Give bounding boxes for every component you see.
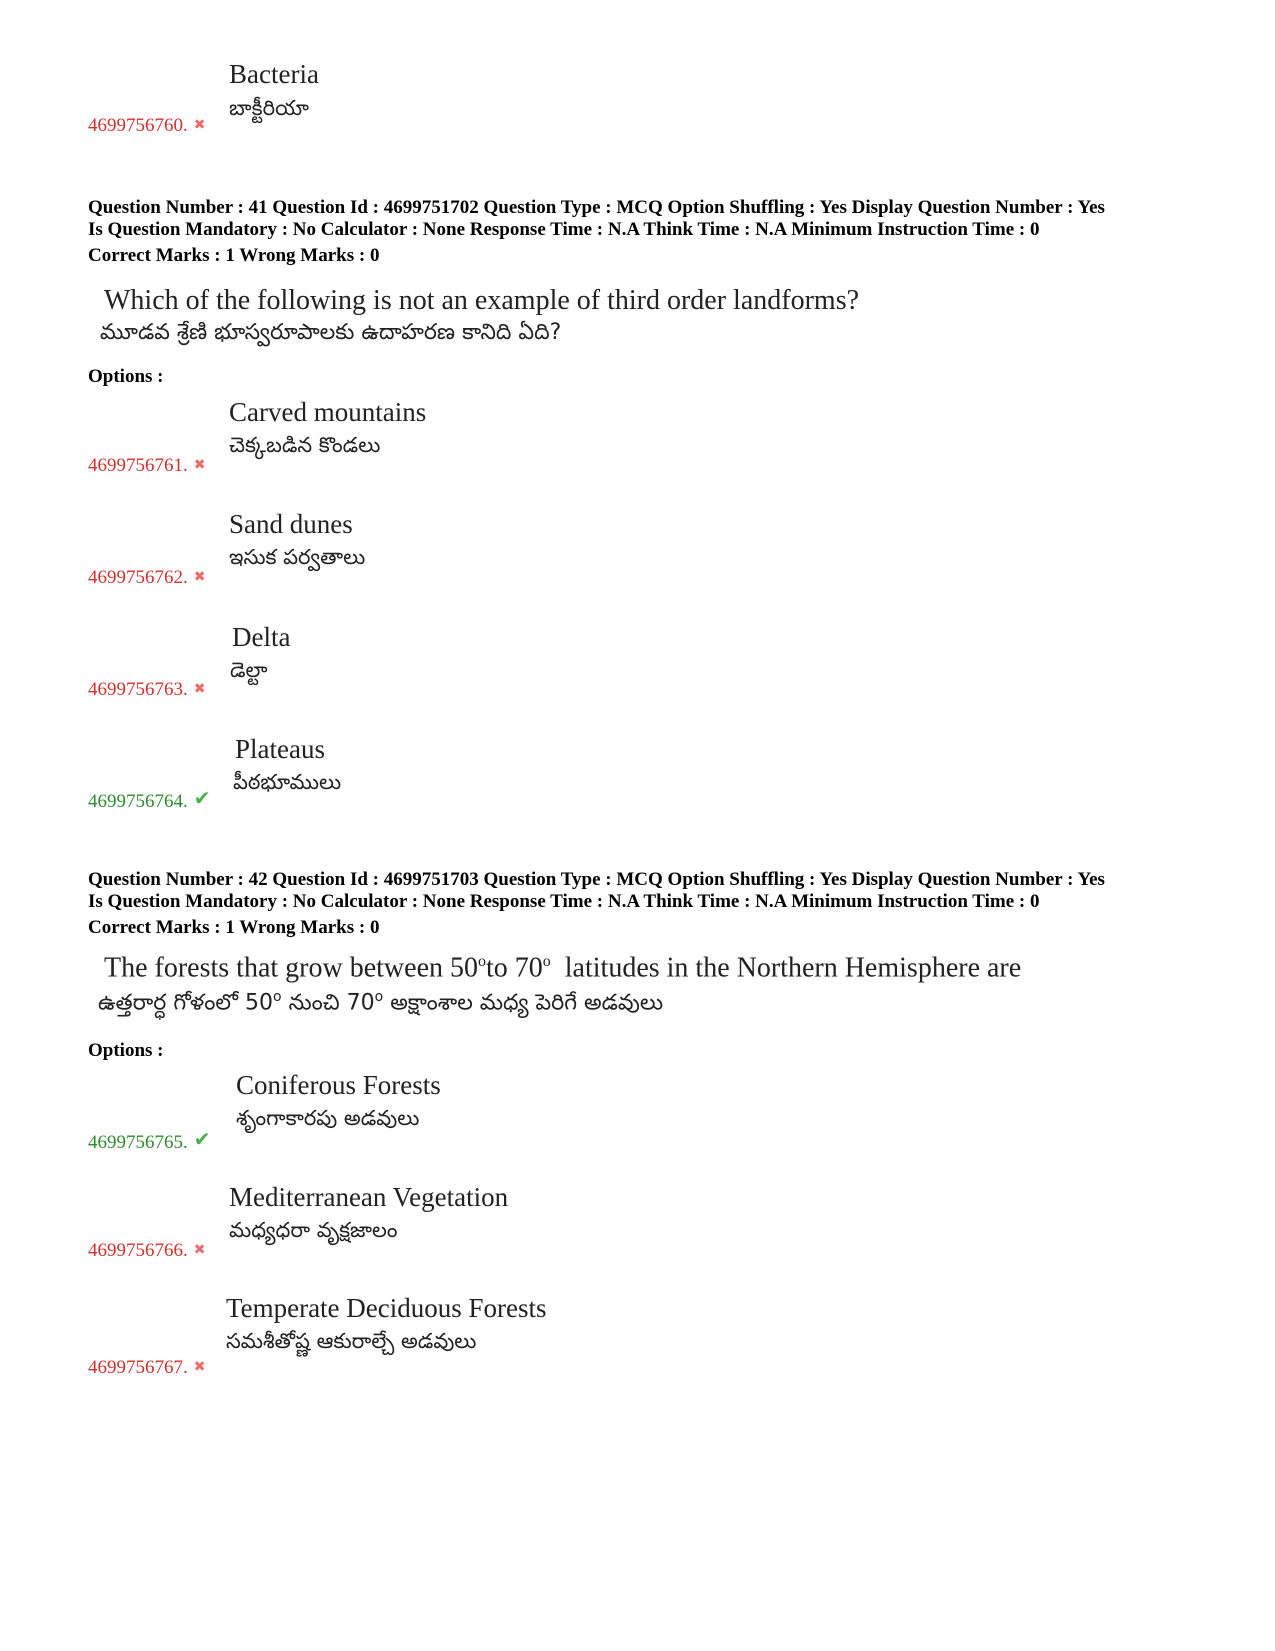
option-text-en: Coniferous Forests (236, 1070, 441, 1100)
cross-icon: ✖ (193, 569, 206, 585)
degree-symbol: o (478, 953, 486, 970)
option-text-en: Temperate Deciduous Forests (226, 1293, 547, 1323)
option-id (88, 1241, 205, 1260)
degree-symbol: o (542, 953, 551, 970)
question-text-part: to 70 (486, 952, 543, 984)
option-id (88, 568, 205, 587)
question-text-part: The forests that grow between 50 (104, 952, 478, 984)
question-marks: Correct Marks : 1 Wrong Marks : 0 (88, 245, 380, 266)
option-text-te: డెల్టా (230, 658, 268, 682)
check-icon: ✔ (193, 1127, 211, 1151)
option-id-text: 4699756767. (88, 1357, 188, 1378)
option-text-en: Delta (232, 622, 291, 652)
question-meta-line: Is Question Mandatory : No Calculator : None Response Time : N.A Think Time : N.A Minimum Instruction Time : 0 (88, 891, 1040, 912)
question-text-part: ఉత్తరార్ధ గోళంలో 50 (98, 990, 273, 1016)
check-icon: ✔ (193, 786, 211, 810)
option-text-en: Bacteria (229, 59, 319, 89)
option-id (88, 116, 205, 135)
option-id (88, 788, 211, 811)
cross-icon: ✖ (193, 117, 206, 133)
options-label: Options : (88, 366, 164, 387)
question-text-en (104, 954, 1021, 982)
option-text-te: సమశీతోష్ణ ఆకురాల్చే అడవులు (226, 1329, 477, 1353)
question-meta-line: Question Number : 41 Question Id : 4699751702 Question Type : MCQ Option Shuffling : Yes Display Question Number : Yes (88, 197, 1105, 218)
option-text-te: చెక్కబడిన కొండలు (229, 433, 381, 457)
option-text-te: పీఠభూములు (233, 770, 342, 794)
option-id-text: 4699756760. (88, 115, 188, 136)
option-id-text: 4699756763. (88, 679, 188, 700)
option-id (88, 456, 205, 475)
option-text-en: Sand dunes (229, 509, 353, 539)
option-text-te: బాక్టీరియా (229, 96, 309, 120)
cross-icon: ✖ (193, 1242, 206, 1258)
option-text-en: Mediterranean Vegetation (229, 1182, 509, 1212)
option-text-te: శృంగాకారపు అడవులు (236, 1106, 420, 1130)
question-text-en: Which of the following is not an example of third order landforms? (104, 285, 860, 316)
question-text-te: మూడవ శ్రేణి భూస్వరూపాలకు ఉదాహరణ కానిది ఏది? (100, 320, 562, 345)
question-text-part: నుంచి 70 (288, 990, 375, 1016)
question-meta (88, 197, 1105, 241)
question-meta-line: Question Number : 42 Question Id : 4699751703 Question Type : MCQ Option Shuffling : Yes Display Question Number : Yes (88, 869, 1105, 890)
cross-icon: ✖ (193, 681, 206, 697)
degree-symbol: o (374, 989, 384, 1005)
option-id (88, 1358, 205, 1377)
cross-icon: ✖ (193, 1359, 206, 1375)
option-id-text: 4699756764. (88, 791, 188, 812)
question-meta (88, 869, 1105, 913)
option-id-text: 4699756761. (88, 455, 188, 476)
question-meta-line: Is Question Mandatory : No Calculator : None Response Time : N.A Think Time : N.A Minimum Instruction Time : 0 (88, 219, 1040, 240)
question-text-part: అక్షాంశాల మధ్య పెరిగే అడవులు (390, 990, 664, 1016)
option-id-text: 4699756762. (88, 567, 188, 588)
option-text-en: Plateaus (235, 734, 325, 764)
question-text-part: latitudes in the Northern Hemisphere are (564, 952, 1022, 984)
cross-icon: ✖ (193, 457, 206, 473)
question-text-te (98, 990, 663, 1014)
option-id-text: 4699756765. (88, 1132, 188, 1153)
option-id (88, 680, 205, 699)
option-text-te: ఇసుక పర్వతాలు (229, 545, 366, 569)
degree-symbol: o (272, 989, 282, 1005)
question-marks: Correct Marks : 1 Wrong Marks : 0 (88, 917, 380, 938)
option-text-en: Carved mountains (229, 397, 427, 427)
option-id-text: 4699756766. (88, 1240, 188, 1261)
options-label: Options : (88, 1040, 164, 1061)
option-text-te: మధ్యధరా వృక్షజాలం (229, 1218, 398, 1242)
option-id (88, 1129, 211, 1152)
